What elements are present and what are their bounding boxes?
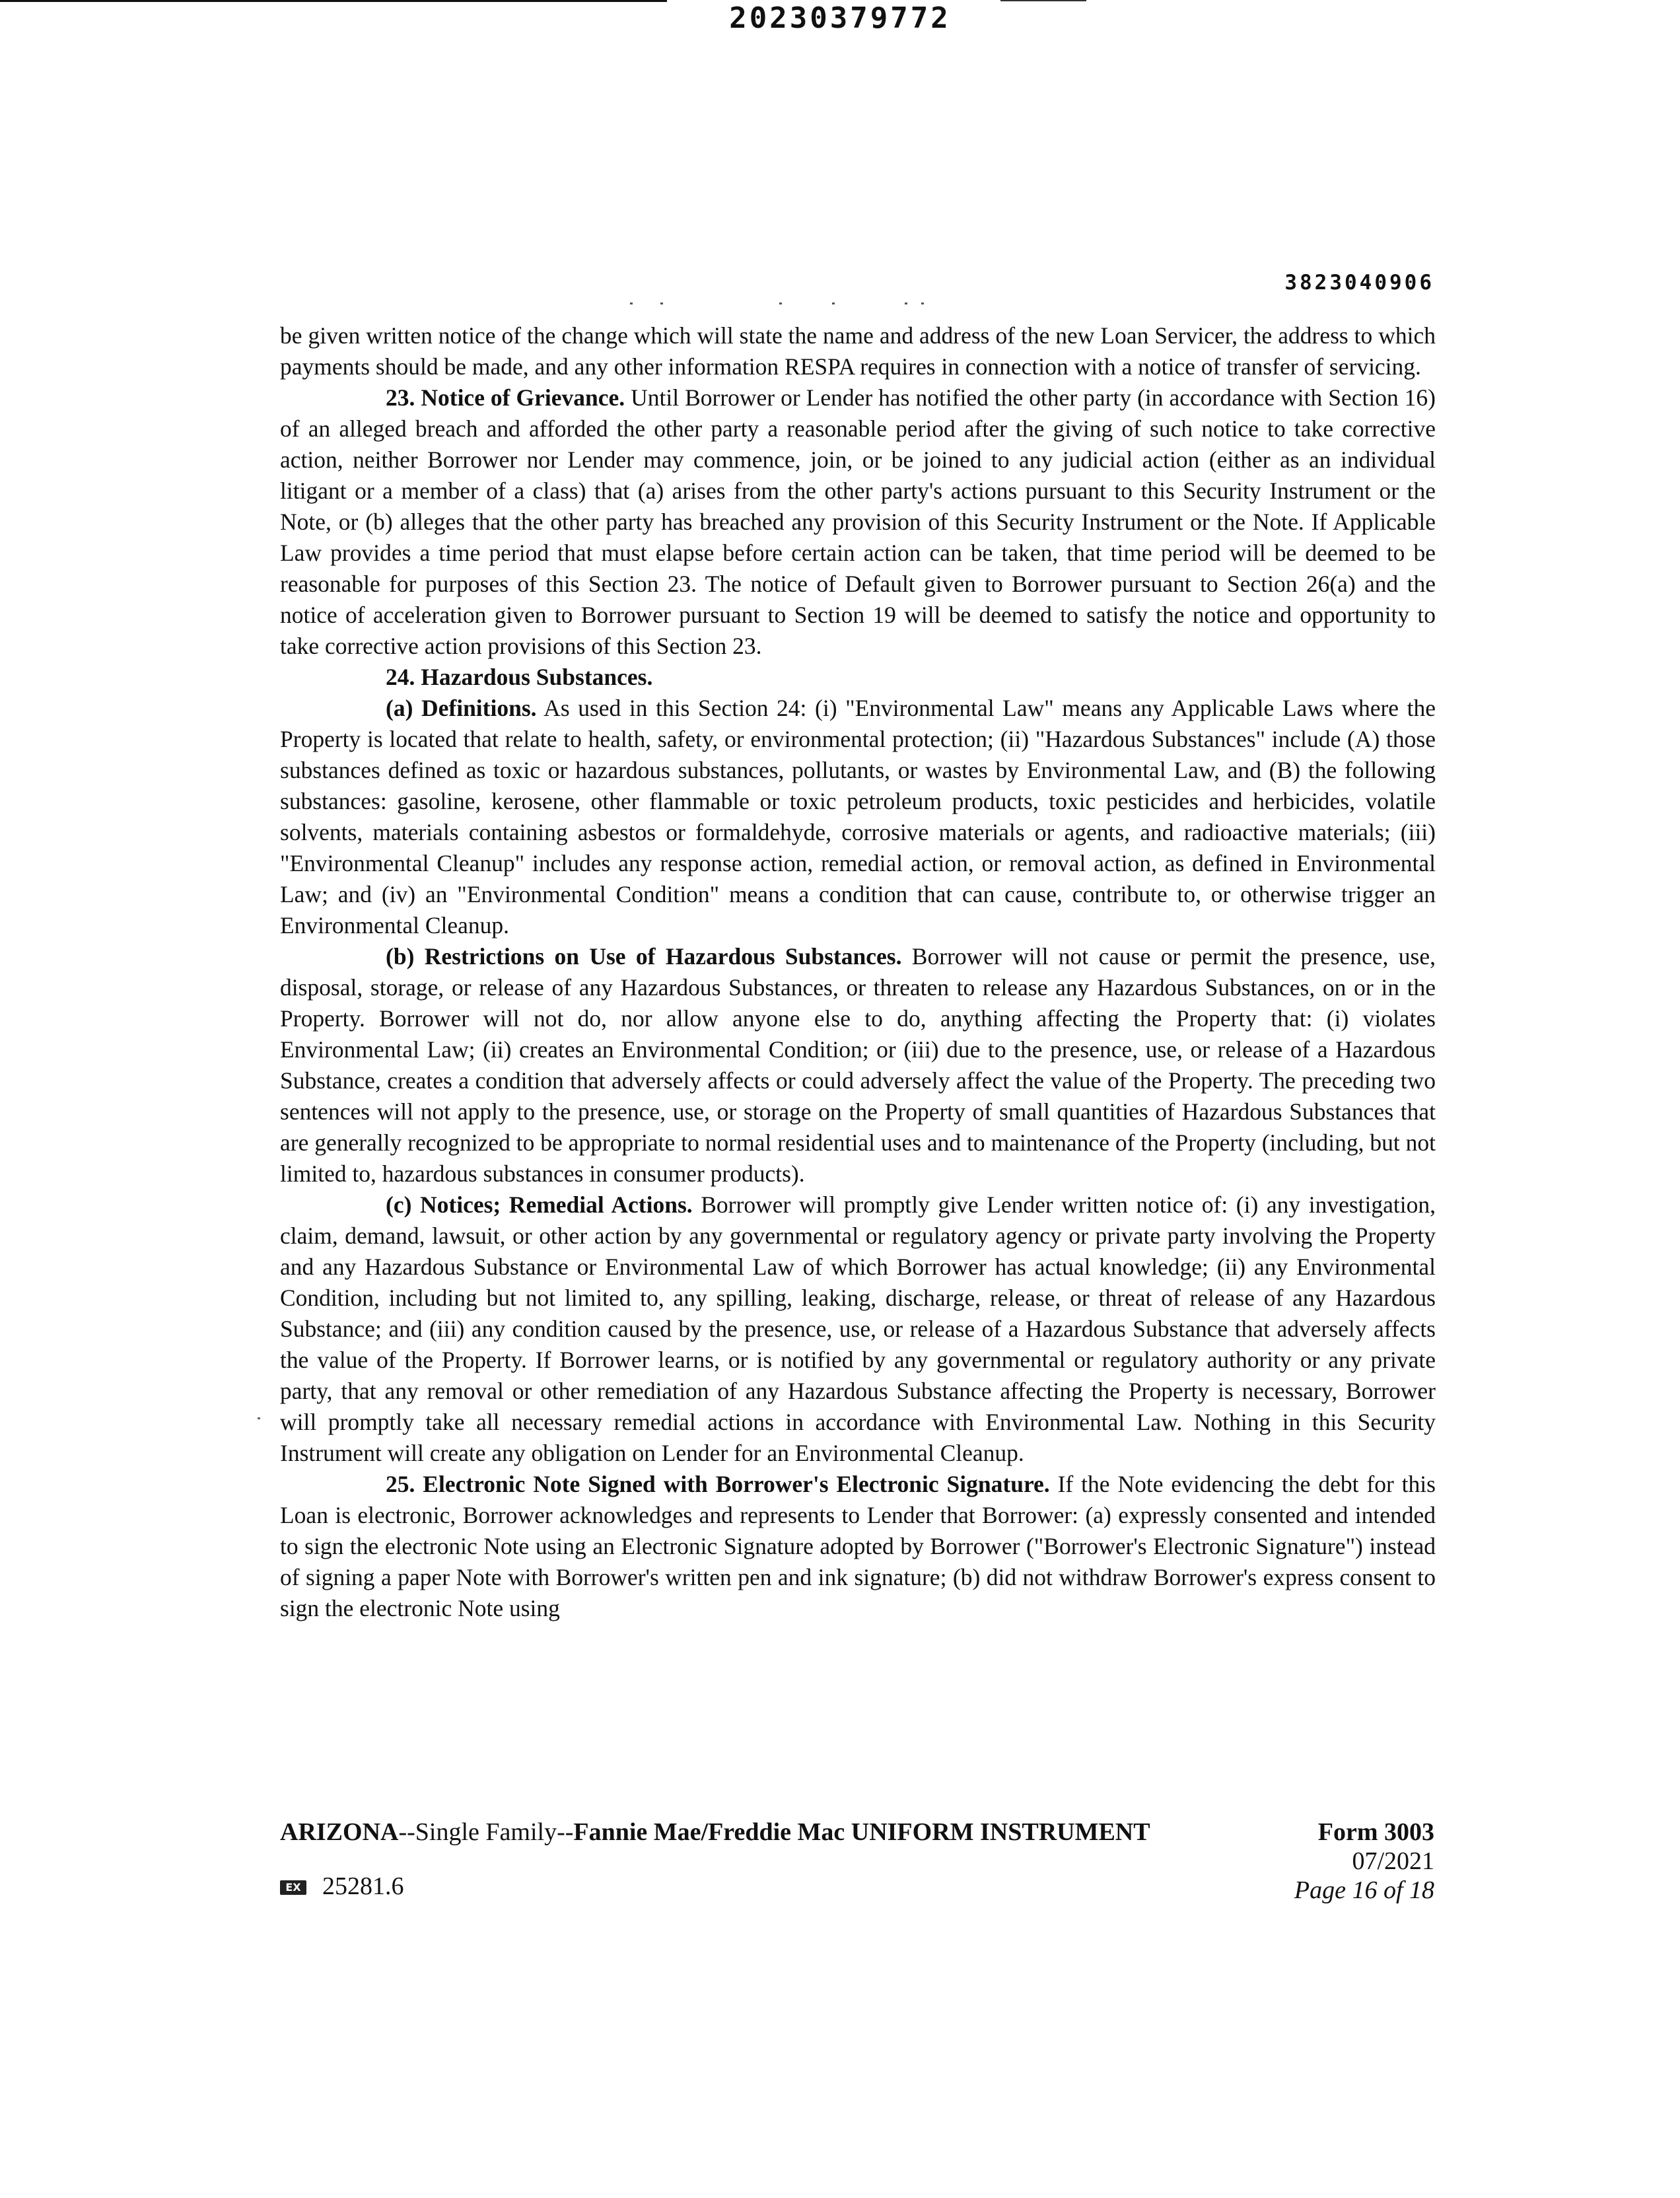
speck	[905, 302, 907, 304]
section-25-heading: 25. Electronic Note Signed with Borrower's Electronic Signature.	[386, 1471, 1050, 1497]
footer-document-code: 25281.6	[322, 1872, 404, 1900]
speck	[832, 302, 835, 304]
section-24b-heading: (b) Restrictions on Use of Hazardous Substances.	[386, 943, 902, 970]
section-24a-text: As used in this Section 24: (i) "Environmental Law" means any Applicable Laws where the Property is located that relate to health, safety, or environmental protection; (ii) "Hazardous Substances" include (A) those substances defined as toxic or hazardous substances, pollutants, or wastes by Environmental Law, and (B) the following substances: gasoline, kerosene, other flammable or toxic petroleum products, toxic pesticides and herbicides, volatile solvents, materials containing asbestos or formaldehyde, corrosive materials or agents, and radioactive materials; (iii) "Environmental Cleanup" includes any response action, remedial action, or removal action, as defined in Environmental Law; and (iv) an "Environmental Condition" means a condition that can cause, contribute to, or otherwise trigger an Environmental Cleanup.	[280, 695, 1436, 939]
speck	[921, 302, 924, 304]
footer-state: ARIZONA	[280, 1818, 399, 1846]
section-24-heading: 24. Hazardous Substances.	[386, 664, 653, 690]
section-25-text: If the Note evidencing the debt for this Loan is electronic, Borrower acknowledges and represents to Lender that Borrower: (a) expressly consented and intended to sign the electronic Note using an Electronic Signature adopted by Borrower ("Borrower's Electronic Signature") instead of signing a paper Note with Borrower's written pen and ink signature; (b) did not withdraw Borrower's express consent to sign the electronic Note using	[280, 1471, 1436, 1621]
margin-speck	[258, 1417, 260, 1419]
continuation-paragraph: be given written notice of the change which will state the name and address of the new Loan Servicer, the address to which payments should be made, and any other information RESPA requires in connection with a notice of transfer of servicing.	[280, 322, 1436, 380]
section-24c-heading: (c) Notices; Remedial Actions.	[386, 1191, 693, 1218]
speck	[779, 302, 782, 304]
section-25	[280, 1469, 1436, 1624]
section-24c-text: Borrower will promptly give Lender written notice of: (i) any investigation, claim, demand, lawsuit, or other action by any governmental or regulatory agency or private party involving the Property and any Hazardous Substance or Environmental Law of which Borrower has actual knowledge; (ii) any Environmental Condition, including but not limited to, any spilling, leaking, discharge, release, or threat of release of any Hazardous Substance; and (iii) any condition caused by the presence, use, or release of a Hazardous Substance that adversely affects the value of the Property. If Borrower learns, or is notified by any governmental or regulatory authority or any private party, that any removal or other remediation of any Hazardous Substance affecting the Property is necessary, Borrower will promptly take all necessary remedial actions in accordance with Environmental Law. Nothing in this Security Instrument will create any obligation on Lender for an Environmental Cleanup.	[280, 1191, 1436, 1466]
section-24	[280, 662, 1436, 693]
section-24b	[280, 941, 1436, 1189]
section-24b-text: Borrower will not cause or permit the presence, use, disposal, storage, or release of any Hazardous Substances, or threaten to release any Hazardous Substances, on or in the Property. Borrower will not do, nor allow anyone else to do, anything affecting the Property that: (i) violates Environmental Law; (ii) creates an Environmental Condition; or (iii) due to the presence, use, or release of a Hazardous Substance, creates a condition that adversely affects or could adversely affect the value of the Property. The preceding two sentences will not apply to the presence, use, or storage on the Property of small quantities of Hazardous Substances that are generally recognized to be appropriate to normal residential uses and to maintenance of the Property (including, but not limited to, hazardous substances in consumer products).	[280, 943, 1436, 1187]
footer-form-block	[1294, 1818, 1434, 1905]
speck	[630, 302, 633, 304]
footer-instrument-line	[280, 1818, 1150, 1847]
section-24a-heading: (a) Definitions.	[386, 695, 537, 721]
footer-form-date: 07/2021	[1352, 1847, 1434, 1875]
section-23	[280, 382, 1436, 662]
section-24c	[280, 1189, 1436, 1469]
footer-separator: --Single Family--	[398, 1818, 574, 1846]
scan-specks	[627, 299, 944, 306]
document-body	[280, 320, 1436, 1624]
speck	[660, 302, 663, 304]
section-24a	[280, 693, 1436, 941]
recording-number: 20230379772	[729, 1, 951, 35]
footer-form-number: Form 3003	[1317, 1818, 1434, 1846]
footer-page-number: Page 16 of 18	[1294, 1876, 1434, 1904]
section-23-text: Until Borrower or Lender has notified the other party (in accordance with Section 16) of an alleged breach and afforded the other party a reasonable period after the giving of such notice to take corrective action, neither Borrower nor Lender may commence, join, or be joined to any judicial action (either as an individual litigant or a member of a class) that (a) arises from the other party's actions pursuant to this Security Instrument or the Note, or (b) alleges that the other party has breached any provision of this Security Instrument or the Note. If Applicable Law provides a time period that must elapse before certain action can be taken, that time period will be deemed to be reasonable for purposes of this Section 23. The notice of Default given to Borrower pursuant to Section 26(a) and the notice of acceleration given to Borrower pursuant to Section 19 will be deemed to satisfy the notice and opportunity to take corrective action provisions of this Section 23.	[280, 384, 1436, 659]
footer-instrument: Fannie Mae/Freddie Mac UNIFORM INSTRUMENT	[573, 1818, 1150, 1846]
ex-logo-icon: EX	[280, 1880, 306, 1895]
loan-number: 3823040906	[1284, 271, 1434, 295]
section-23-heading: 23. Notice of Grievance.	[386, 384, 625, 411]
